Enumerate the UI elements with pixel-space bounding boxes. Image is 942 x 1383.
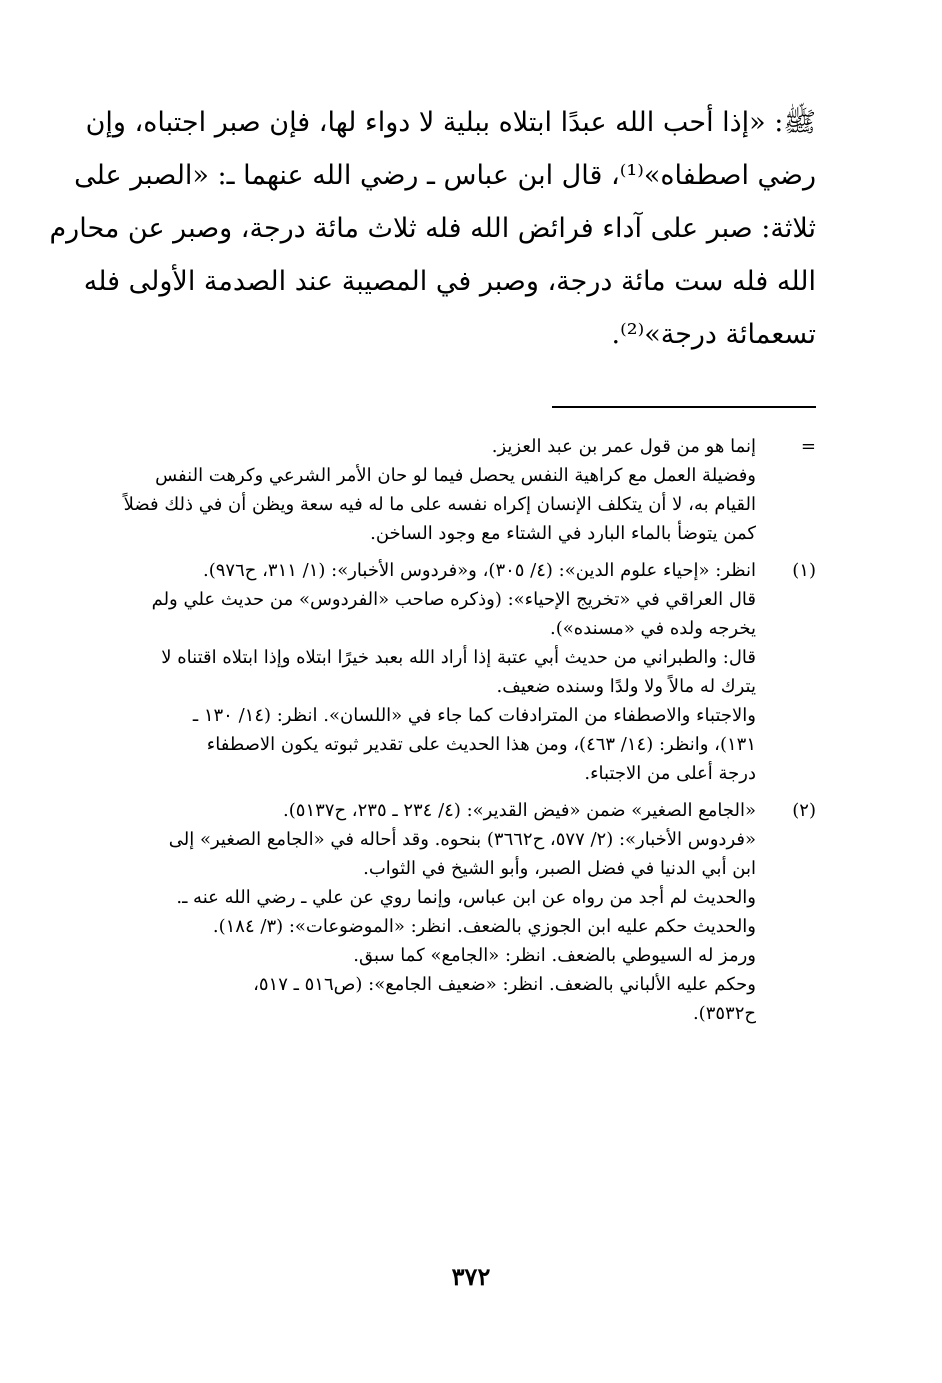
footnote-line: يخرجه ولده في «مسنده»). — [550, 618, 756, 639]
footnote-line: والحديث لم أجد من رواه عن ابن عباس، وإنما روي عن علي ـ رضي الله عنه ـ. — [176, 887, 756, 908]
footnotes — [123, 432, 816, 1028]
footnote-2 — [126, 796, 816, 1028]
main-line: تسعمائة درجة»⁽²⁾. — [611, 319, 816, 350]
footnote-line: ح٣٥٣٢). — [692, 1003, 756, 1024]
main-text — [49, 96, 816, 361]
footnote-line: «فردوس الأخبار»: (٢/ ٥٧٧، ح٣٦٦٢) بنحوه. وقد أحاله في «الجامع الصغير» إلى — [168, 829, 756, 850]
footnote-line: ورمز له السيوطي بالضعف. انظر: «الجامع» كما سبق. — [353, 945, 756, 966]
footnote-line: إنما هو من قول عمر بن عبد العزيز. — [491, 436, 756, 457]
footnote-line: درجة أعلى من الاجتباء. — [584, 763, 756, 784]
footnote-line: القيام به، لا أن يتكلف الإنسان إكراه نفسه على ما له فيه سعة ويظن أن في ذلك فضلاً — [123, 494, 756, 515]
footnote-line: وفضيلة العمل مع كراهية النفس يحصل فيما لو حان الأمر الشرعي وكرهت النفس — [155, 465, 756, 486]
footnote-line: والحديث حكم عليه ابن الجوزي بالضعف. انظر: «الموضوعات»: (٣/ ١٨٤). — [212, 916, 756, 937]
footnote-line: انظر: «إحياء علوم الدين»: (٤/ ٣٠٥)، و«فردوس الأخبار»: (١/ ٣١١، ح٩٧٦). — [203, 560, 756, 581]
footnote-1 — [126, 556, 816, 788]
footnote-line: كمن يتوضأ بالماء البارد في الشتاء مع وجود الساخن. — [370, 523, 756, 544]
footnote-line: ابن أبي الدنيا في فضل الصبر، وأبو الشيخ في الثواب. — [363, 858, 756, 879]
main-line: ثلاثة: صبر على آداء فرائض الله فله ثلاث مائة درجة، وصبر عن محارم — [49, 213, 816, 244]
page-number: ٣٧٢ — [451, 1262, 491, 1291]
main-line: الله فله ست مائة درجة، وصبر في المصيبة عند الصدمة الأولى فله — [83, 266, 816, 297]
footnote-line: قال: والطبراني من حديث أبي عتبة إذا أراد الله بعبد خيرًا ابتلاه وإذا ابتلاه اقتناه لا — [161, 647, 756, 668]
footnote-number: (٢) — [792, 800, 816, 821]
main-line: ﷺ: «إذا أحب الله عبدًا ابتلاه ببلية لا دواء لها، فإن صبر اجتباه، وإن — [85, 107, 816, 138]
continuation-marker: = — [800, 436, 816, 457]
footnote-line: ١٣١)، وانظر: (١٤/ ٤٦٣)، ومن هذا الحديث على تقدير ثبوته يكون الاصطفاء — [206, 734, 756, 755]
main-paragraph — [49, 96, 816, 361]
footnote-line: وحكم عليه الألباني بالضعف. انظر: «ضعيف الجامع»: (ص٥١٦ ـ ٥١٧، — [253, 974, 756, 995]
footnote-separator — [552, 406, 816, 408]
footnote-number: (١) — [792, 560, 816, 581]
footnote-line: قال العراقي في «تخريج الإحياء»: (وذكره صاحب «الفردوس» من حديث علي ولم — [151, 589, 756, 610]
main-line: رضي اصطفاه»⁽¹⁾، قال ابن عباس ـ رضي الله عنهما ـ: «الصبر على — [74, 160, 816, 191]
footnote-line: يترك له مالاً ولا ولدًا وسنده ضعيف. — [496, 676, 756, 697]
footnote-line: والاجتباء والاصطفاء من المترادفات كما جاء في «اللسان». انظر: (١٤/ ١٣٠ ـ — [192, 705, 756, 726]
footnote-continuation — [123, 432, 816, 548]
footnote-line: «الجامع الصغير» ضمن «فيض القدير»: (٤/ ٢٣٤ ـ ٢٣٥، ح٥١٣٧). — [283, 800, 756, 821]
